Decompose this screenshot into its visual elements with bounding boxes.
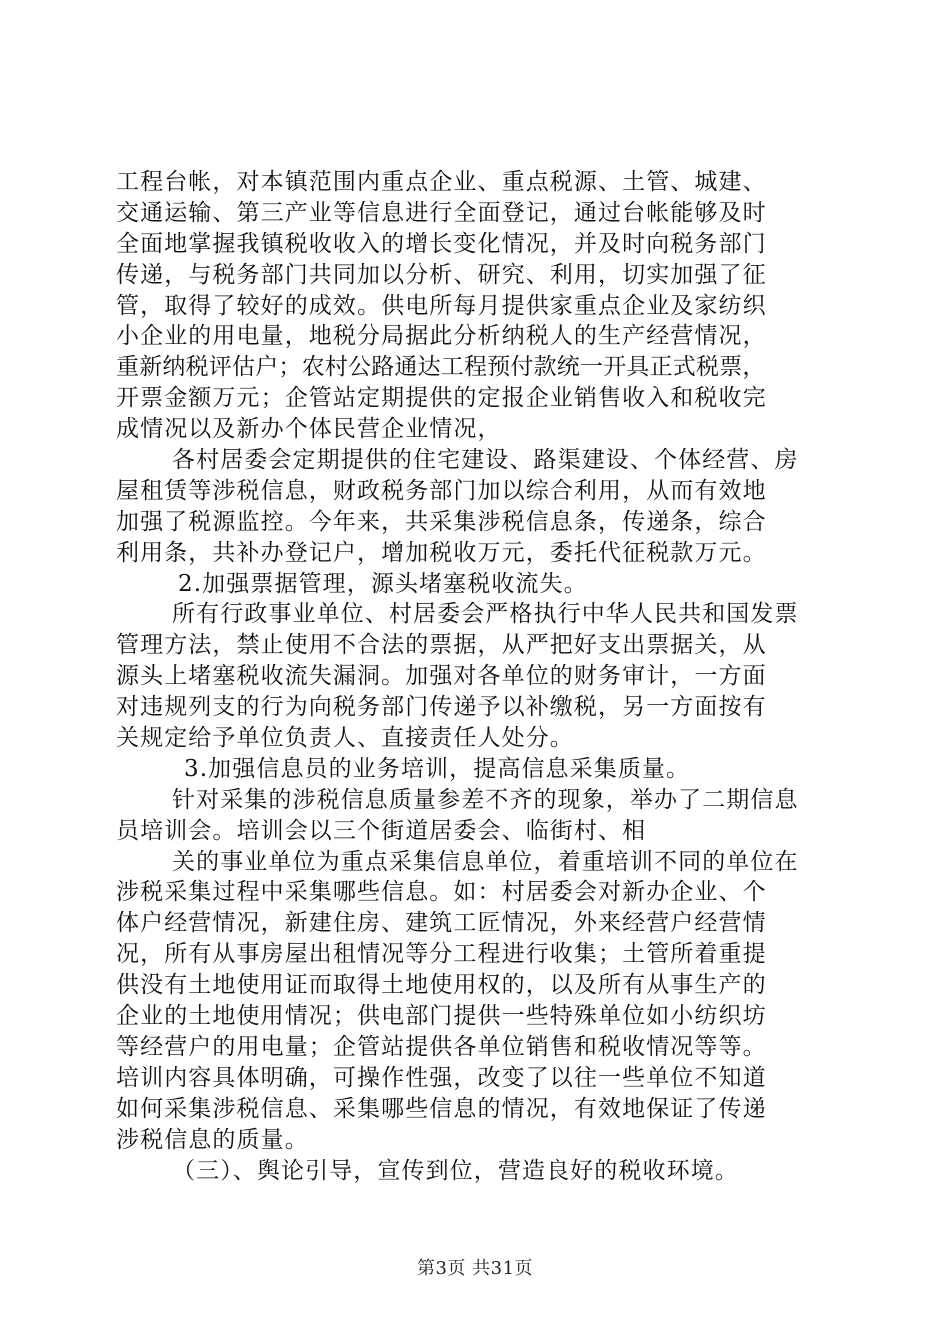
- text-line: 开票金额万元；企管站定期提供的定报企业销售收入和税收完: [116, 385, 767, 412]
- text-line: 工程台帐，对本镇范围内重点企业、重点税源、土管、城建、: [116, 169, 767, 195]
- paragraph-start: 各村居委会定期提供的住宅建设、路渠建设、个体经营、房: [172, 447, 799, 474]
- paragraph-start: 关的事业单位为重点采集信息单位，着重培训不同的单位在: [172, 848, 799, 875]
- text-line: 交通运输、第三产业等信息进行全面登记，通过台帐能够及时: [116, 199, 767, 226]
- text-line: 传递，与税务部门共同加以分析、研究、利用，切实加强了征: [116, 261, 767, 288]
- paragraph-start: 针对采集的涉税信息质量参差不齐的现象，举办了二期信息: [172, 786, 799, 813]
- text-line: 加强了税源监控。今年来，共采集涉税信息条，传递条，综合: [116, 508, 767, 535]
- text-line: 涉税信息的质量。: [116, 1126, 309, 1153]
- text-line: 成情况以及新办个体民营企业情况，: [116, 416, 502, 443]
- text-line: 员培训会。培训会以三个街道居委会、临街村、相: [116, 817, 647, 844]
- section-heading-2: 2.加强票据管理，源头堵塞税收流失。: [178, 570, 588, 597]
- text-line: 屋租赁等涉税信息，财政税务部门加以综合利用，从而有效地: [116, 477, 767, 504]
- body-text: [116, 167, 836, 1186]
- text-line: 供没有土地使用证而取得土地使用权的，以及所有从事生产的: [116, 972, 767, 999]
- section-heading-three: （三）、舆论引导，宣传到位，营造良好的税收环境。: [172, 1157, 739, 1184]
- text-line: 等经营户的用电量；企管站提供各单位销售和税收情况等等。: [116, 1033, 767, 1060]
- text-line: 关规定给予单位负责人、直接责任人处分。: [116, 725, 574, 752]
- text-line: 对违规列支的行为向税务部门传递予以补缴税，另一方面按有: [116, 694, 767, 721]
- text-line: 培训内容具体明确，可操作性强，改变了以往一些单位不知道: [116, 1064, 767, 1091]
- text-line: 企业的土地使用情况；供电部门提供一些特殊单位如小纺织坊: [116, 1003, 767, 1030]
- page-number-footer: 第3页 共31页: [416, 1258, 534, 1279]
- text-line: 管理方法，禁止使用不合法的票据，从严把好支出票据关，从: [116, 632, 767, 659]
- section-heading-3: 3.加强信息员的业务培训，提高信息采集质量。: [184, 755, 691, 782]
- text-line: 利用条，共补办登记户，增加税收万元，委托代征税款万元。: [116, 539, 767, 566]
- text-line: 源头上堵塞税收流失漏洞。加强对各单位的财务审计，一方面: [116, 663, 767, 690]
- paragraph-start: 所有行政事业单位、村居委会严格执行中华人民共和国发票: [172, 601, 799, 628]
- text-line: 管，取得了较好的成效。供电所每月提供家重点企业及家纺织: [116, 292, 767, 319]
- text-line: 重新纳税评估户；农村公路通达工程预付款统一开具正式税票，: [116, 354, 766, 381]
- text-line: 况，所有从事房屋出租情况等分工程进行收集；土管所着重提: [116, 941, 767, 968]
- text-line: 体户经营情况，新建住房、建筑工匠情况，外来经营户经营情: [116, 910, 767, 937]
- text-line: 小企业的用电量，地税分局据此分析纳税人的生产经营情况，: [116, 323, 767, 350]
- text-line: 全面地掌握我镇税收收入的增长变化情况，并及时向税务部门: [116, 230, 767, 257]
- text-line: 如何采集涉税信息、采集哪些信息的情况，有效地保证了传递: [116, 1095, 767, 1122]
- text-line: 涉税采集过程中采集哪些信息。如：村居委会对新办企业、个: [116, 879, 767, 906]
